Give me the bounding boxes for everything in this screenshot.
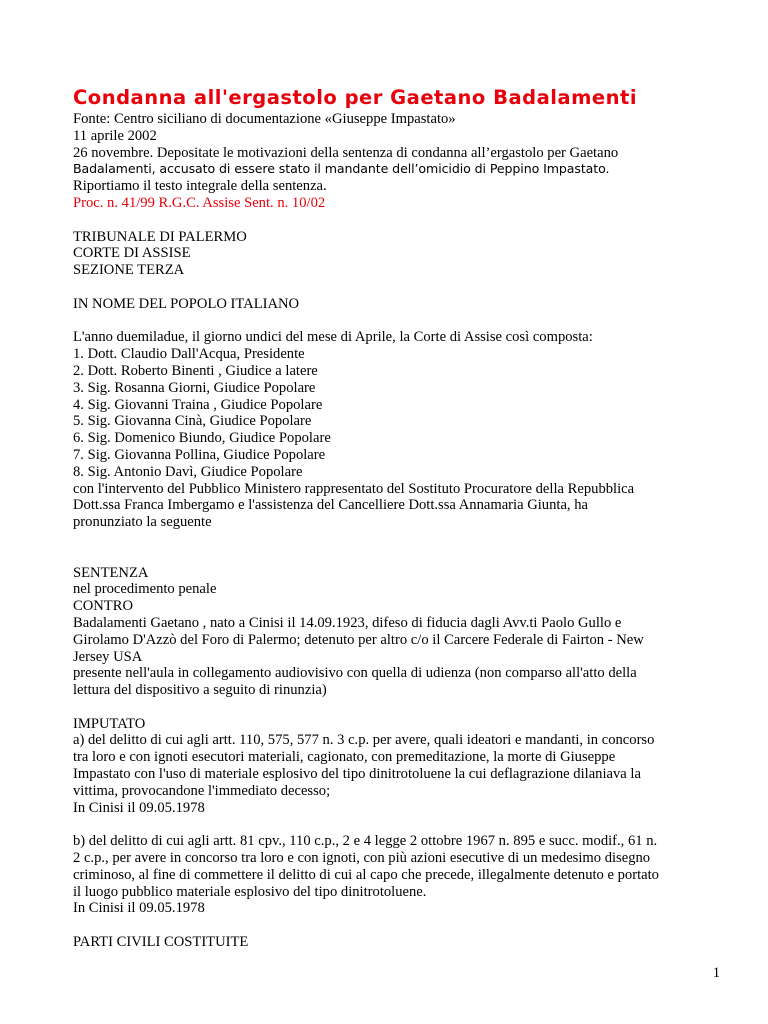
sentence-heading: SENTENZA (73, 564, 149, 581)
composition-closing-3: pronunziato la seguente (73, 514, 212, 531)
defendant-line-1: Badalamenti Gaetano , nato a Cinisi il 14.09.1923, difeso di fiducia dagli Avv.ti Paolo Gullo e (73, 614, 622, 631)
spacer (73, 313, 713, 330)
charge-b-line: In Cinisi il 09.05.1978 (73, 900, 205, 917)
defendant-line-2: Girolamo D'Azzò del Foro di Palermo; detenuto per altro c/o il Carcere Federale di Fairton - New (73, 631, 644, 648)
charge-a-line: a) del delitto di cui agli artt. 110, 575, 577 n. 3 c.p. per avere, quali ideatori e mandanti, in concorso (73, 732, 655, 749)
composition-intro: L'anno duemiladue, il giorno undici del mese di Aprile, la Corte di Assise così composta: (73, 329, 593, 346)
spacer (73, 699, 713, 716)
intro-line: Riportiamo il testo integrale della sentenza. (73, 178, 327, 195)
list-item: 8. Sig. Antonio Davì, Giudice Popolare (73, 463, 303, 480)
charge-a (73, 732, 713, 816)
people-heading: IN NOME DEL POPOLO ITALIANO (73, 295, 300, 312)
charge-b-line: 2 c.p., per avere in concorso tra loro e con ignoti, con più azioni esecutive di un medesimo disegno (73, 850, 651, 867)
spacer (73, 816, 713, 833)
date-line: 11 aprile 2002 (73, 127, 157, 144)
list-item: 7. Sig. Giovanna Pollina, Giudice Popolare (73, 446, 326, 463)
court-line-2: CORTE DI ASSISE (73, 245, 191, 262)
sentence-sub-1: nel procedimento penale (73, 581, 217, 598)
document-page (73, 86, 713, 951)
document-title: Condanna all'ergastolo per Gaetano Badalamenti (73, 86, 638, 109)
case-reference: Proc. n. 41/99 R.G.C. Assise Sent. n. 10/02 (73, 194, 326, 211)
court-line-3: SEZIONE TERZA (73, 262, 185, 279)
source-line: Fonte: Centro siciliano di documentazione «Giuseppe Impastato» (73, 111, 456, 127)
list-item: 4. Sig. Giovanni Traina , Giudice Popolare (73, 396, 323, 413)
list-item: 1. Dott. Claudio Dall'Acqua, Presidente (73, 346, 305, 363)
charge-a-line: tra loro e con ignoti esecutori materiali, cagionato, con premeditazione, la morte di Giuseppe (73, 749, 616, 766)
court-line-1: TRIBUNALE DI PALERMO (73, 228, 247, 245)
charge-b (73, 833, 713, 917)
presence-line-1: presente nell'aula in collegamento audiovisivo con quella di udienza (non comparso all'atto della (73, 665, 637, 682)
summary-line-2: Badalamenti, accusato di essere stato il mandante dell’omicidio di Peppino Impastato. (73, 161, 610, 177)
sentence-sub-2: CONTRO (73, 598, 133, 615)
charge-a-line: vittima, provocandone l'immediato decesso; (73, 782, 331, 799)
spacer (73, 212, 713, 229)
list-item: 6. Sig. Domenico Biundo, Giudice Popolare (73, 430, 331, 447)
charge-b-line: b) del delitto di cui agli artt. 81 cpv., 110 c.p., 2 e 4 legge 2 ottobre 1967 n. 895 e succ. modif., 61 n. (73, 833, 658, 850)
list-item: 5. Sig. Giovanna Cinà, Giudice Popolare (73, 413, 312, 430)
charge-b-line: criminoso, al fine di commettere il delitto di cui al capo che precede, illegalmente detenuto e portato (73, 866, 659, 883)
spacer (73, 917, 713, 934)
charge-b-line: il luogo pubblico materiale esplosivo del tipo dinitrotoluene. (73, 883, 427, 900)
charge-a-line: Impastato con l'uso di materiale esplosivo del tipo dinitrotoluene la cui deflagrazione dilaniava la (73, 766, 641, 783)
spacer (73, 279, 713, 296)
presence-line-2: lettura del dispositivo a seguito di rinunzia) (73, 682, 327, 699)
civil-parties-heading: PARTI CIVILI COSTITUITE (73, 934, 249, 951)
page-number: 1 (712, 965, 720, 981)
charge-a-line: In Cinisi il 09.05.1978 (73, 799, 205, 816)
composition-closing-1: con l'intervento del Pubblico Ministero rappresentato del Sostituto Procuratore della Repubblica (73, 480, 635, 497)
summary-line-1: 26 novembre. Depositate le motivazioni della sentenza di condanna all’ergastolo per Gaetano (73, 144, 619, 161)
charges-heading: IMPUTATO (73, 715, 146, 732)
spacer (73, 531, 713, 565)
list-item: 2. Dott. Roberto Binenti , Giudice a latere (73, 362, 318, 379)
court-members-list (73, 346, 713, 480)
defendant-line-3: Jersey USA (73, 648, 143, 665)
composition-closing-2: Dott.ssa Franca Imbergamo e l'assistenza del Cancelliere Dott.ssa Annamaria Giunta, ha (73, 497, 589, 514)
list-item: 3. Sig. Rosanna Giorni, Giudice Popolare (73, 379, 316, 396)
